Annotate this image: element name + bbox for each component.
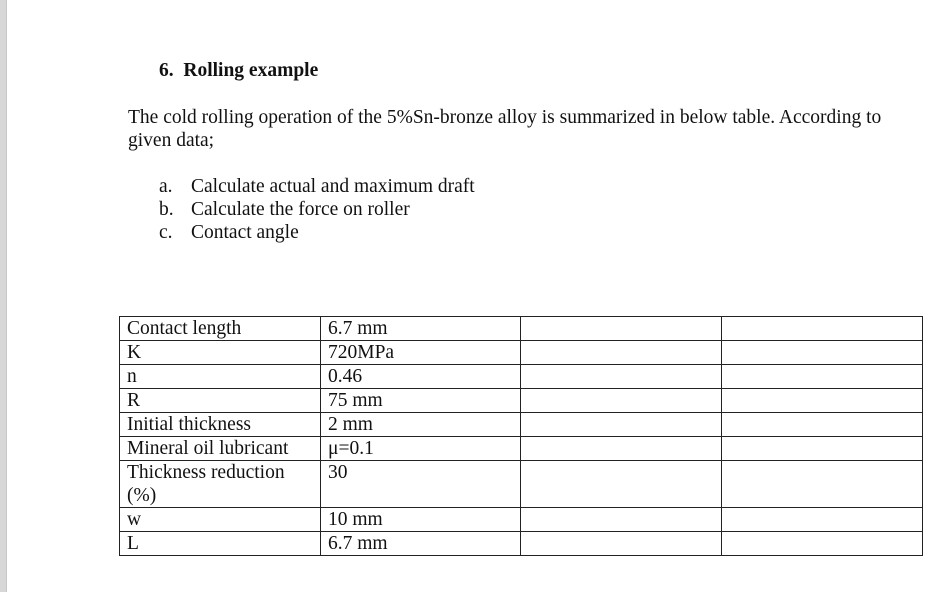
table-row xyxy=(120,389,923,413)
task-item-b xyxy=(159,198,475,221)
empty-cell xyxy=(521,365,722,389)
empty-cell xyxy=(722,461,923,508)
row-value-cell: 6.7 mm xyxy=(321,317,521,341)
row-value-cell: 6.7 mm xyxy=(321,532,521,556)
row-label-line-1: Thickness reduction xyxy=(127,462,285,483)
task-item-a xyxy=(159,175,475,198)
row-value-cell: μ=0.1 xyxy=(321,437,521,461)
row-label-cell: L xyxy=(120,532,321,556)
row-label-cell: K xyxy=(120,341,321,365)
task-list xyxy=(159,175,475,244)
empty-cell xyxy=(521,461,722,508)
row-value-cell: 0.46 xyxy=(321,365,521,389)
table-row xyxy=(120,413,923,437)
row-label-cell: n xyxy=(120,365,321,389)
empty-cell xyxy=(521,413,722,437)
empty-cell xyxy=(722,508,923,532)
table-row xyxy=(120,317,923,341)
section-number: 6. xyxy=(159,60,174,81)
task-text: Calculate actual and maximum draft xyxy=(191,176,475,197)
row-value-cell: 2 mm xyxy=(321,413,521,437)
task-text: Calculate the force on roller xyxy=(191,199,410,220)
empty-cell xyxy=(521,317,722,341)
empty-cell xyxy=(722,389,923,413)
section-title: Rolling example xyxy=(183,60,319,81)
task-marker: a. xyxy=(159,176,173,197)
table-row xyxy=(120,365,923,389)
task-text: Contact angle xyxy=(191,222,299,243)
row-value-cell: 720MPa xyxy=(321,341,521,365)
intro-line-2: given data; xyxy=(128,130,215,151)
empty-cell xyxy=(722,437,923,461)
row-value-cell: 30 xyxy=(321,461,521,508)
task-marker: b. xyxy=(159,199,174,220)
table-row xyxy=(120,532,923,556)
page-edge-rule xyxy=(0,0,6,592)
empty-cell xyxy=(722,532,923,556)
empty-cell xyxy=(722,413,923,437)
row-label-cell: R xyxy=(120,389,321,413)
row-label-line-2: (%) xyxy=(127,485,157,506)
empty-cell xyxy=(521,437,722,461)
section-heading xyxy=(159,58,318,84)
row-value-cell: 75 mm xyxy=(321,389,521,413)
row-label-cell: Contact length xyxy=(120,317,321,341)
row-label-cell xyxy=(120,461,321,508)
empty-cell xyxy=(521,341,722,365)
task-item-c xyxy=(159,221,475,244)
row-label-cell: Initial thickness xyxy=(120,413,321,437)
row-value-cell: 10 mm xyxy=(321,508,521,532)
table-row xyxy=(120,461,923,508)
rolling-data-table xyxy=(119,316,923,556)
table-row xyxy=(120,508,923,532)
empty-cell xyxy=(722,317,923,341)
empty-cell xyxy=(521,532,722,556)
empty-cell xyxy=(521,508,722,532)
row-label-cell: Mineral oil lubricant xyxy=(120,437,321,461)
intro-paragraph xyxy=(128,106,931,152)
row-label-cell: w xyxy=(120,508,321,532)
intro-line-1: The cold rolling operation of the 5%Sn-bronze alloy is summarized in below table. According to xyxy=(128,107,882,128)
empty-cell xyxy=(521,389,722,413)
table-row xyxy=(120,437,923,461)
empty-cell xyxy=(722,341,923,365)
table-row xyxy=(120,341,923,365)
empty-cell xyxy=(722,365,923,389)
task-marker: c. xyxy=(159,222,173,243)
